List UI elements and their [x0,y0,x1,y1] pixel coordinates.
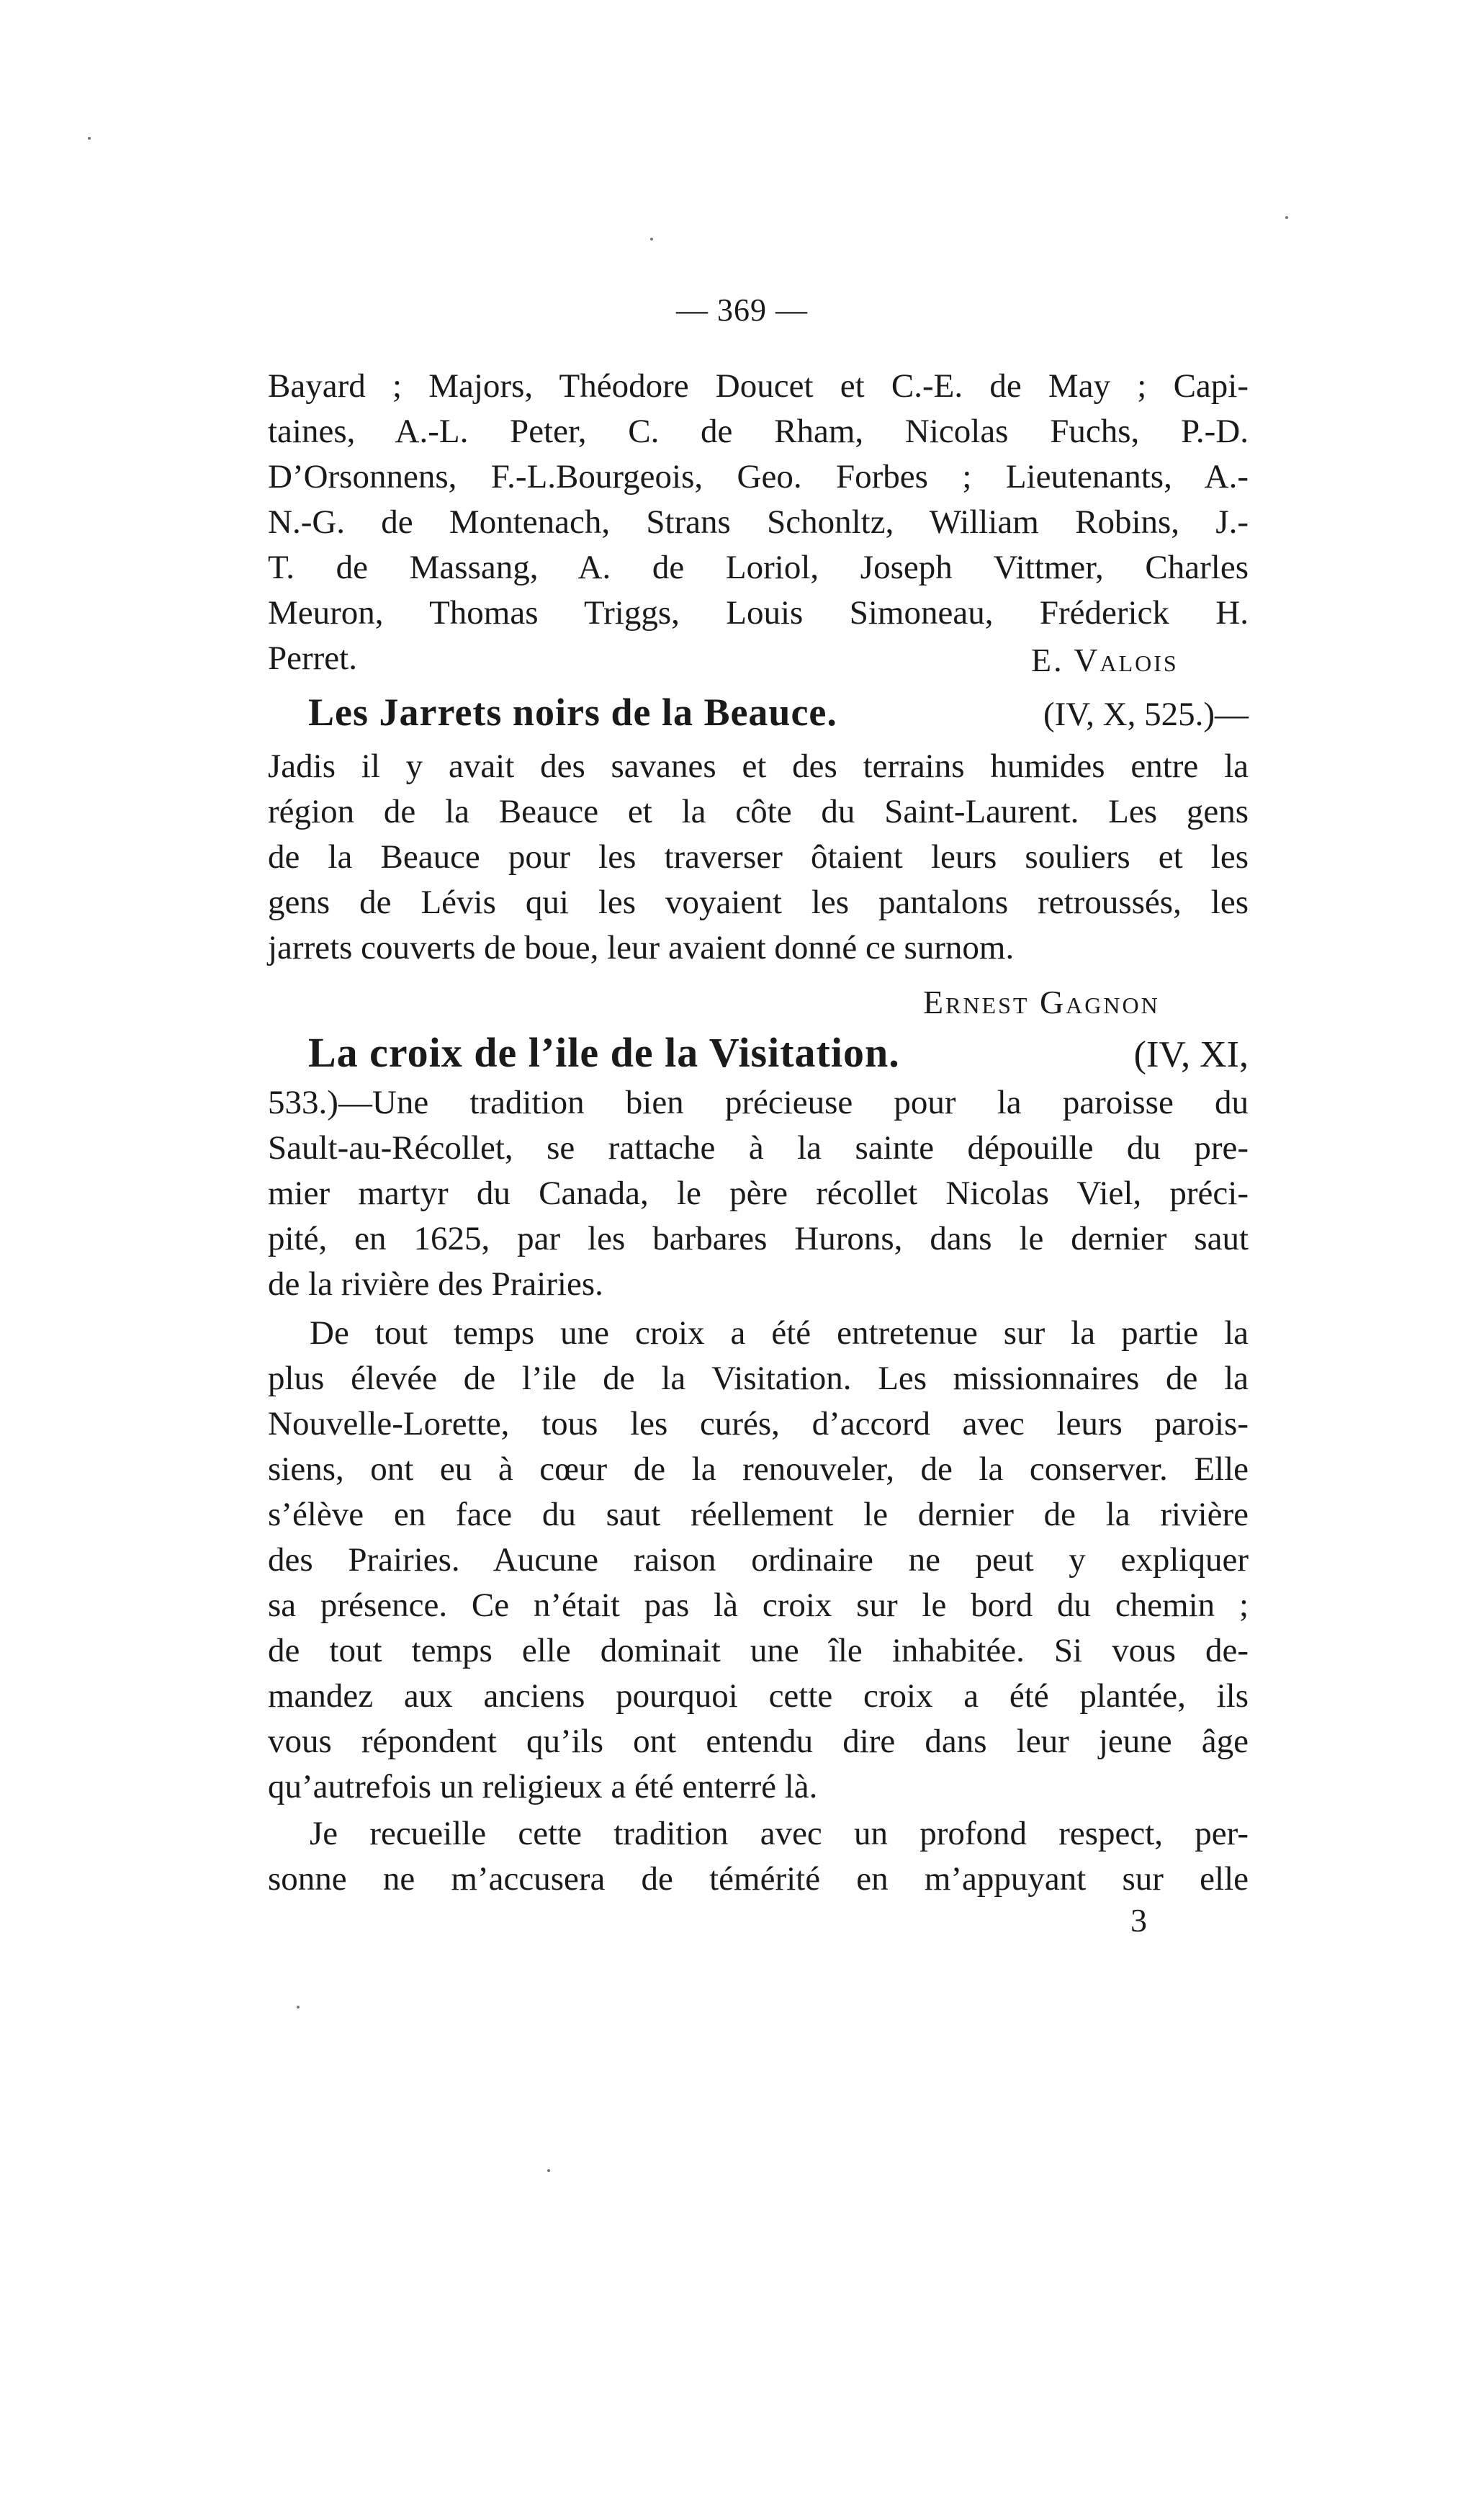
section-reference: (IV, X, 525.)— [1043,696,1249,733]
scan-speck [88,137,91,140]
page-number: — 369 — [676,292,808,328]
text-line: plus élevée de l’ile de la Visitation. Les missionnaires de la [268,1360,1249,1397]
section-croix-heading [308,1030,1249,1077]
section-croix-para1 [268,1080,1249,1262]
text-line: mier martyr du Canada, le père récollet Nicolas Viel, préci- [268,1175,1249,1212]
text-line: N.-G. de Montenach, Strans Schonltz, William Robins, J.- [268,503,1249,541]
section-croix-para1-end [268,1262,1249,1307]
text-line: Bayard ; Majors, Théodore Doucet et C.-E. de May ; Capi- [268,367,1249,405]
signature-gagnon: Ernest Gagnon [923,984,1160,1020]
text-line: sa présence. Ce n’était pas là croix sur le bord du chemin ; [268,1587,1249,1624]
section-title: La croix de l’ile de la Visitation. [308,1029,900,1076]
text-line: de tout temps elle dominait une île inhabitée. Si vous de- [268,1632,1249,1669]
text-line: de la rivière des Prairies. [268,1265,603,1303]
scan-speck [1285,216,1288,219]
section-croix-para3 [268,1811,1249,1902]
text-line: siens, ont eu à cœur de la renouveler, de la conserver. Elle [268,1450,1249,1488]
section-title: Les Jarrets noirs de la Beauce. [308,691,837,734]
text-line: Nouvelle-Lorette, tous les curés, d’accord avec leurs parois- [268,1405,1249,1442]
text-line: mandez aux anciens pourquoi cette croix a été plantée, ils [268,1677,1249,1715]
sheet-signature-mark: 3 [1130,1902,1147,1939]
text-line: De tout temps une croix a été entretenue sur la partie la [310,1314,1249,1352]
text-line: D’Orsonnens, F.-L.Bourgeois, Geo. Forbes ; Lieutenants, A.- [268,458,1249,495]
section-croix-para2 [268,1311,1249,1764]
text-line: Perret. [268,640,357,677]
text-line: pité, en 1625, par les barbares Hurons, dans le dernier saut [268,1220,1249,1257]
text-line: vous répondent qu’ils ont entendu dire dans leur jeune âge [268,1723,1249,1760]
officers-list [268,364,1249,636]
section-reference: (IV, XI, [1133,1034,1249,1075]
section-jarrets-body-end [268,925,1249,971]
scan-speck [650,238,653,241]
text-line: des Prairies. Aucune raison ordinaire ne peut y expliquer [268,1541,1249,1579]
text-line: gens de Lévis qui les voyaient les pantalons retroussés, les [268,884,1249,921]
section-jarrets-body [268,744,1249,925]
signature-valois: E. Valois [1031,642,1179,678]
text-line: taines, A.-L. Peter, C. de Rham, Nicolas Fuchs, P.-D. [268,413,1249,450]
text-line: qu’autrefois un religieux a été enterré là. [268,1768,818,1805]
section-croix-para2-end [268,1764,1249,1810]
section-jarrets-heading [308,690,1249,737]
text-line: jarrets couverts de boue, leur avaient donné ce surnom. [268,929,1015,966]
text-line: s’élève en face du saut réellement le dernier de la rivière [268,1496,1249,1533]
text-line: 533.)—Une tradition bien précieuse pour la paroisse du [268,1084,1249,1121]
text-line: région de la Beauce et la côte du Saint-Laurent. Les gens [268,793,1249,830]
text-line: Meuron, Thomas Triggs, Louis Simoneau, Fréderick H. [268,594,1249,632]
text-line: Sault-au-Récollet, se rattache à la sainte dépouille du pre- [268,1129,1249,1167]
text-line: Jadis il y avait des savanes et des terrains humides entre la [268,748,1249,785]
text-line: Je recueille cette tradition avec un profond respect, per- [310,1815,1249,1852]
scan-speck [547,2169,550,2172]
text-line: T. de Massang, A. de Loriol, Joseph Vittmer, Charles [268,549,1249,586]
text-line: de la Beauce pour les traverser ôtaient leurs souliers et les [268,838,1249,876]
text-line: sonne ne m’accusera de témérité en m’appuyant sur elle [268,1860,1249,1898]
scan-speck [297,2006,300,2009]
